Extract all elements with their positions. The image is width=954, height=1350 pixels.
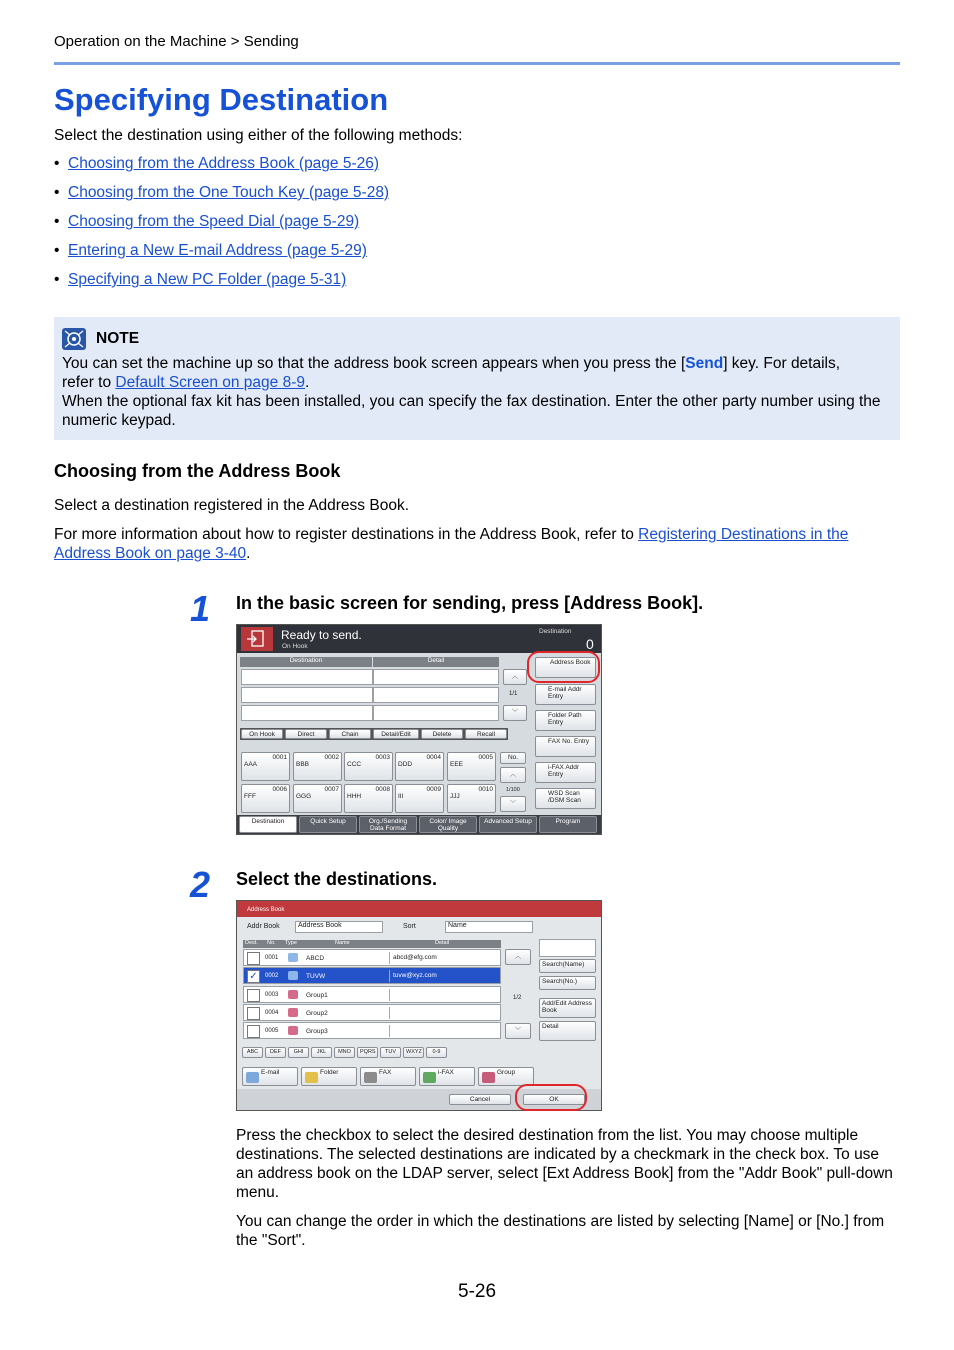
key-name: EEE	[450, 761, 464, 768]
alpha-index-button[interactable]: ABC	[242, 1047, 263, 1058]
folder-icon	[305, 1072, 318, 1083]
dest-list-row[interactable]	[241, 705, 373, 721]
alpha-index-button[interactable]: DEF	[265, 1047, 286, 1058]
note-text: You can set the machine up so that the address book screen appears when you press the [	[62, 355, 686, 372]
page-title: Specifying Destination	[54, 82, 389, 117]
sort-select[interactable]: Name	[445, 921, 533, 933]
one-touch-key[interactable]	[344, 784, 393, 813]
search-name-button[interactable]: Search(Name)	[539, 959, 596, 973]
key-name: FFF	[244, 793, 256, 800]
method-link[interactable]: Entering a New E-mail Address (page 5-29)	[68, 242, 367, 259]
one-touch-key[interactable]	[344, 752, 393, 781]
col-detail: Detail	[373, 657, 499, 667]
dest-list-row[interactable]	[373, 669, 499, 685]
list-item: • Choosing from the Speed Dial (page 5-29)	[54, 213, 360, 230]
dest-list-row[interactable]	[241, 687, 373, 703]
tab-org-sending[interactable]: Org./Sending Data Format	[359, 816, 417, 833]
paragraph-text: .	[246, 545, 251, 562]
action-button[interactable]: Delete	[421, 729, 463, 739]
type-filter-label: Folder	[320, 1069, 339, 1076]
highlight-ring	[527, 651, 600, 683]
group-icon	[482, 1072, 495, 1083]
email-icon	[288, 971, 298, 980]
group-icon	[288, 990, 298, 999]
list-item: • Specifying a New PC Folder (page 5-31)	[54, 271, 347, 288]
col-detail: Detail	[435, 940, 450, 946]
sort-label: Sort	[403, 923, 416, 930]
key-name: BBB	[296, 761, 310, 768]
row-detail	[389, 1007, 393, 1019]
cancel-button[interactable]: Cancel	[449, 1094, 511, 1105]
one-touch-key[interactable]	[293, 752, 342, 781]
type-filter-label: Group	[497, 1069, 516, 1076]
list-item: • Entering a New E-mail Address (page 5-29)	[54, 242, 367, 259]
row-number: 0001	[265, 955, 279, 961]
step-text: In the basic screen for sending, press [Address Book].	[236, 593, 704, 613]
dest-checkbox[interactable]	[247, 1025, 260, 1038]
action-button[interactable]: Recall	[465, 729, 507, 739]
row-number: 0005	[265, 1028, 279, 1035]
tab-color[interactable]: Color/ Image Quality	[419, 816, 477, 833]
title-bar	[237, 901, 601, 917]
step-number: 2	[190, 864, 211, 905]
page-number: 5-26	[458, 1281, 497, 1302]
table-row[interactable]	[243, 1004, 501, 1021]
default-screen-link[interactable]: Default Screen on page 8-9	[115, 374, 305, 391]
table-row[interactable]	[243, 1022, 501, 1039]
section-heading: Choosing from the Address Book	[54, 461, 341, 481]
list-page-indicator: 1/2	[513, 995, 522, 1001]
list-scroll-down-button[interactable]: ﹀	[505, 1023, 531, 1039]
note-text: refer to	[62, 374, 116, 391]
intro-text: Select the destination using either of the following methods:	[54, 127, 463, 144]
status-text: Ready to send.	[281, 628, 362, 642]
group-icon	[288, 1008, 298, 1017]
e-mail-icon	[246, 1072, 259, 1083]
dest-list-row[interactable]	[373, 687, 499, 703]
fax-entry-button[interactable]: FAX No. Entry	[535, 736, 596, 757]
tab-program[interactable]: Program	[539, 816, 597, 833]
list-item: • Choosing from the One Touch Key (page 5-28)	[54, 184, 390, 201]
row-name: ABCD	[306, 955, 325, 962]
key-number: 0008	[375, 786, 390, 793]
step2-paragraph: Press the checkbox to select the desired destination from the list. You may choose multiple destinations. The selected destinations are indicated by a checkmark in the check box. To use an address book on the LDAP server, select [Ext Address Book] from the "Addr Book" pull-down menu.	[236, 1127, 893, 1201]
key-name: DDD	[398, 761, 413, 768]
key-name: III	[398, 793, 404, 800]
alpha-index-button[interactable]: TUV	[380, 1047, 401, 1058]
note-text: .	[305, 374, 310, 391]
screen-title: Address Book	[247, 907, 285, 913]
email-icon	[288, 953, 298, 962]
key-name: JJJ	[450, 793, 460, 800]
key-number: 0007	[324, 786, 339, 793]
search-no-button[interactable]: Search(No.)	[539, 976, 596, 990]
col-no: No.	[267, 940, 276, 946]
list-scroll-up-button[interactable]: ︿	[505, 949, 531, 965]
method-link[interactable]: Choosing from the One Touch Key (page 5-28)	[68, 184, 390, 201]
row-number: 0002	[265, 973, 279, 980]
method-list	[54, 155, 389, 300]
detail-button[interactable]: Detail	[539, 1021, 596, 1041]
col-dest: Dest.	[245, 940, 258, 946]
one-touch-key[interactable]	[447, 784, 496, 813]
addr-book-select[interactable]: Address Book	[295, 921, 383, 933]
one-touch-key[interactable]	[241, 752, 290, 781]
key-scroll-down-button[interactable]: ﹀	[500, 796, 526, 812]
no-button[interactable]: No.	[500, 752, 526, 764]
dest-list-row[interactable]	[241, 669, 373, 685]
dest-list-row[interactable]	[373, 705, 499, 721]
email-entry-button[interactable]: E-mail Addr Entry	[535, 684, 596, 705]
col-name: Name	[335, 940, 350, 946]
type-filter-label: E-mail	[261, 1069, 280, 1076]
alpha-index-button[interactable]: GHI	[288, 1047, 309, 1058]
key-name: HHH	[347, 793, 362, 800]
alpha-index-button[interactable]: PQRS	[357, 1047, 378, 1058]
table-row[interactable]	[243, 986, 501, 1003]
paragraph-text: For more information about how to register destinations in the Address Book, refer to	[54, 526, 639, 543]
tab-destination[interactable]: Destination	[239, 816, 297, 833]
col-type: Type	[285, 940, 297, 946]
key-number: 0004	[426, 754, 441, 761]
alpha-index-button[interactable]: 0-9	[426, 1047, 447, 1058]
method-link[interactable]: Choosing from the Address Book (page 5-26)	[68, 155, 380, 172]
row-detail: abcd@efg.com	[389, 952, 437, 964]
section-paragraph: Select a destination registered in the Address Book.	[54, 497, 409, 514]
one-touch-key[interactable]	[447, 752, 496, 781]
row-detail: tuvw@xyz.com	[389, 970, 437, 982]
list-item: • Choosing from the Address Book (page 5-26)	[54, 155, 380, 172]
one-touch-key[interactable]	[241, 784, 290, 813]
substatus-text: On Hook	[282, 643, 308, 650]
page-indicator: 1/1	[509, 691, 518, 697]
row-name: Group2	[306, 1009, 328, 1017]
key-number: 0010	[478, 786, 493, 793]
step-number: 1	[190, 588, 211, 629]
address-book-screen	[236, 900, 602, 1111]
method-link[interactable]: Choosing from the Speed Dial (page 5-29)	[68, 213, 360, 230]
search-result-box	[539, 939, 596, 957]
fax-icon	[364, 1072, 377, 1083]
row-name: Group3	[306, 1028, 328, 1036]
one-touch-key[interactable]	[395, 752, 444, 781]
type-filter-button[interactable]	[301, 1067, 357, 1086]
note-icon	[62, 328, 86, 350]
row-number: 0003	[265, 991, 279, 998]
note-box	[54, 317, 900, 440]
row-number: 0004	[265, 1009, 279, 1016]
key-number: 0005	[478, 754, 493, 761]
ok-button[interactable]: OK	[523, 1094, 585, 1105]
key-name: GGG	[296, 793, 312, 800]
address-book-button[interactable]: Address Book	[535, 657, 596, 678]
note-text: ] key. For details,	[723, 355, 841, 372]
note-label: NOTE	[96, 330, 140, 347]
row-name: TUVW	[306, 973, 326, 981]
folder-entry-button[interactable]: Folder Path Entry	[535, 710, 596, 731]
key-name: CCC	[347, 761, 362, 768]
step2-paragraph: You can change the order in which the destinations are listed by selecting [Name] or [No.] from the "Sort".	[236, 1213, 885, 1249]
row-name: Group1	[306, 991, 328, 999]
key-number: 0001	[272, 754, 287, 761]
one-touch-key[interactable]	[293, 784, 342, 813]
type-filter-button[interactable]	[419, 1067, 475, 1086]
row-detail	[389, 989, 393, 1001]
key-number: 0002	[324, 754, 339, 761]
header-rule	[54, 62, 900, 65]
highlight-ring	[515, 1084, 587, 1111]
tab-quick-setup[interactable]: Quick Setup	[299, 816, 357, 833]
section-paragraph	[54, 525, 894, 563]
register-destinations-link[interactable]: Registering Destinations in the Address Book on page 3-40	[54, 526, 849, 562]
destination-label: Destination	[539, 628, 572, 635]
group-icon	[288, 1026, 298, 1035]
scroll-down-button[interactable]: ﹀	[503, 705, 527, 721]
i-fax-icon	[423, 1072, 436, 1083]
type-filter-button[interactable]	[360, 1067, 416, 1086]
dest-checkbox[interactable]	[247, 1007, 260, 1020]
addr-book-label: Addr Book	[247, 923, 280, 930]
breadcrumb: Operation on the Machine > Sending	[54, 33, 299, 50]
alpha-index-button[interactable]: JKL	[311, 1047, 332, 1058]
action-button[interactable]: Detail/Edit	[373, 729, 419, 739]
col-destination: Destination	[240, 657, 372, 667]
add-edit-address-book-button[interactable]: Add/Edit Address Book	[539, 998, 596, 1018]
row-detail	[389, 1025, 393, 1037]
alpha-index-button[interactable]: WXYZ	[403, 1047, 424, 1058]
table-row[interactable]	[243, 949, 501, 966]
action-button[interactable]: Direct	[285, 729, 327, 739]
send-key: Send	[685, 355, 724, 372]
key-page-indicator: 1/100	[506, 787, 520, 793]
alpha-index-button[interactable]: MNO	[334, 1047, 355, 1058]
dest-checkbox[interactable]	[247, 952, 260, 965]
action-button[interactable]: Chain	[329, 729, 371, 739]
dest-checkbox[interactable]	[247, 989, 260, 1002]
step-text: Select the destinations.	[236, 869, 438, 889]
type-filter-button[interactable]	[242, 1067, 298, 1086]
tab-advanced[interactable]: Advanced Setup	[479, 816, 537, 833]
send-icon	[241, 627, 273, 651]
key-number: 0009	[426, 786, 441, 793]
method-link[interactable]: Specifying a New PC Folder (page 5-31)	[68, 271, 347, 288]
key-number: 0003	[375, 754, 390, 761]
key-scroll-up-button[interactable]: ︿	[500, 767, 526, 783]
one-touch-key[interactable]	[395, 784, 444, 813]
type-filter-label: FAX	[379, 1069, 392, 1076]
destination-count: 0	[586, 636, 594, 652]
scroll-up-button[interactable]: ︿	[503, 669, 527, 685]
key-name: AAA	[244, 761, 258, 768]
key-number: 0006	[272, 786, 287, 793]
wsd-scan-button[interactable]: WSD Scan /DSM Scan	[535, 788, 596, 809]
dest-checkbox[interactable]: ✓	[247, 970, 260, 983]
table-row[interactable]	[243, 967, 501, 984]
note-body	[62, 354, 892, 430]
action-button[interactable]: On Hook	[241, 729, 283, 739]
list-header	[243, 940, 501, 948]
type-filter-label: i-FAX	[438, 1069, 454, 1076]
note-text: When the optional fax kit has been installed, you can specify the fax destination. Enter the other party number using the numeric keypad.	[62, 393, 881, 429]
ifax-entry-button[interactable]: i-FAX Addr Entry	[535, 762, 596, 783]
